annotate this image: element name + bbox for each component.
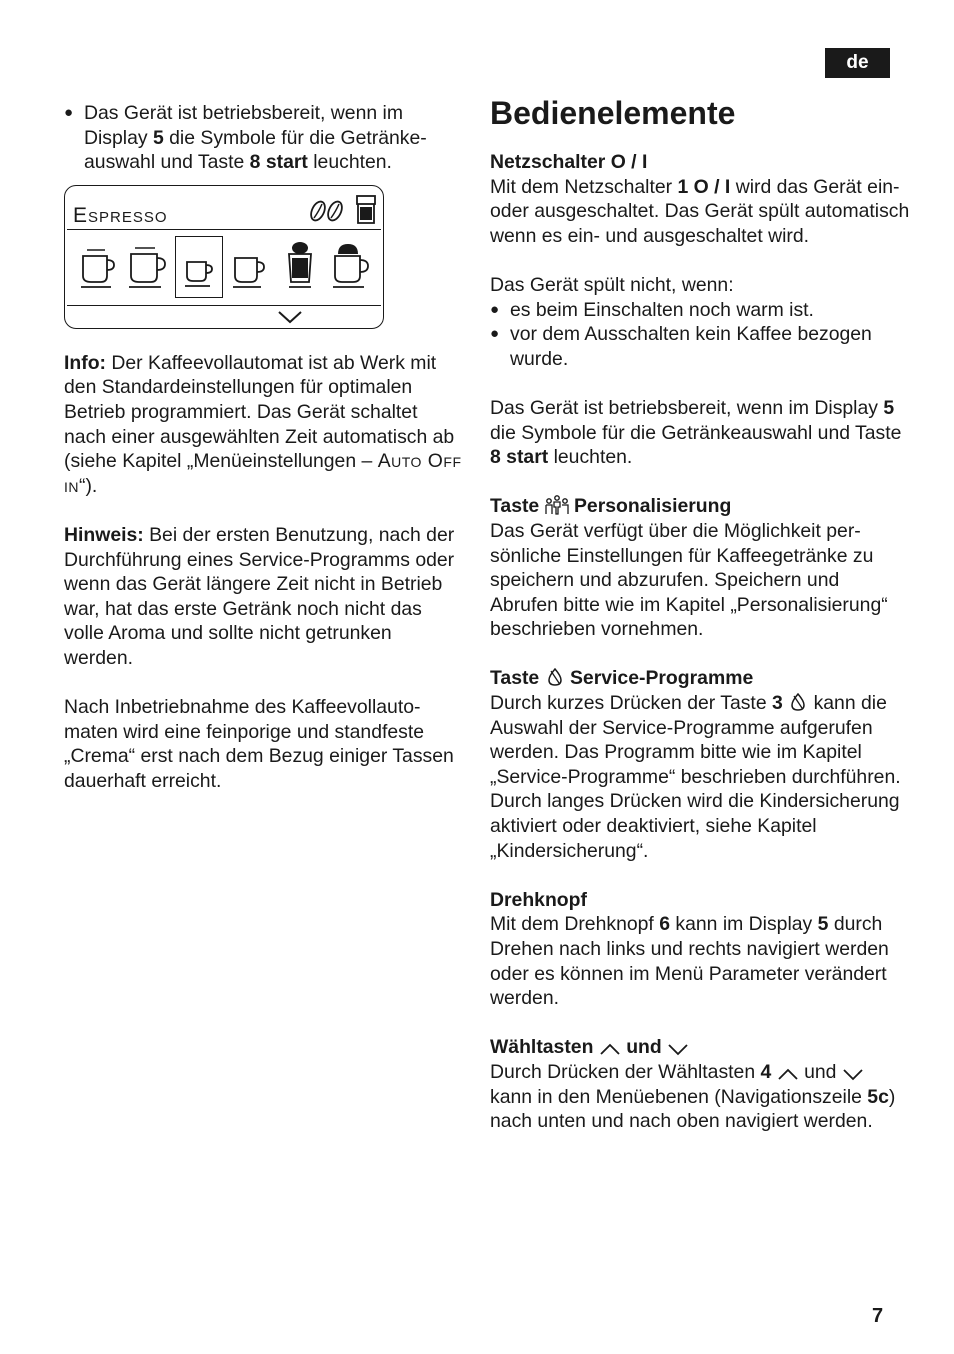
spuelt-nicht-intro: Das Gerät spült nicht, wenn:: [490, 273, 734, 296]
left-column: [64, 101, 464, 818]
drehknopf-text-part: kann im Display: [670, 913, 818, 936]
display-illustration: [64, 185, 384, 329]
service-section: [490, 666, 910, 863]
drehknopf-ref: 6: [659, 913, 670, 936]
cup-icon: [183, 256, 217, 290]
service-text: [490, 691, 910, 789]
service-heading: [490, 666, 910, 691]
betriebsbereit-paragraph: [490, 396, 910, 470]
page-title: Bedienelemente: [490, 95, 736, 131]
netzschalter-heading: Netzschalter O / I: [490, 151, 648, 173]
info-text: “).: [79, 474, 98, 497]
cup-icon: [231, 252, 269, 290]
drehknopf-text-part: durch Drehen nach links und rechts navigiert werden oder es können im Menü Parameter verändert werden.: [490, 913, 889, 1010]
hinweis-label: Hinweis:: [64, 523, 144, 546]
bean-icon: [309, 198, 349, 224]
spuelt-nicht-section: [490, 273, 910, 371]
chevron-up-icon: [599, 1042, 621, 1056]
personalisierung-text: Das Gerät verfügt über die Möglichkeit persönliche Einstellungen für Kaffeegetränke zu speichern und abzurufen. Speichern und Abrufen bitte wie im Kapitel „Personalisierung“ beschrieben vornehmen.: [490, 519, 888, 641]
heading-text: und: [620, 1036, 668, 1059]
display-divider: [67, 229, 381, 230]
info-paragraph: [64, 351, 464, 499]
milk-foam-cup-icon: [331, 240, 373, 290]
heading-text: Wähltasten: [490, 1036, 599, 1059]
info-label: Info:: [64, 351, 106, 374]
betriebsbereit-text: die Symbole für die Getränkeauswahl und Taste: [490, 421, 902, 444]
drehknopf-text-part: Mit dem Drehknopf: [490, 913, 660, 936]
waehltasten-text-part: kann in den Menüebenen (Navigationszeile: [490, 1085, 868, 1108]
betriebsbereit-text: leuchten.: [548, 446, 633, 469]
list-item: ● vor dem Ausschalten kein Kaffee bezogen wurde.: [490, 322, 910, 371]
waehltasten-heading: [490, 1035, 910, 1060]
intro-text: die Symbole für die Getränkeauswahl und Taste: [84, 126, 427, 174]
service-text-part: kann die Auswahl der Service-Programme aufgerufen werden. Das Programm bitte wie im Kapitel „Service-Programme“ beschrieben durchführen.: [490, 692, 901, 788]
drehknopf-text: [490, 912, 910, 1010]
waehltasten-text-part: Durch Drücken der Wähltasten: [490, 1060, 761, 1083]
chevron-up-icon: [777, 1067, 799, 1081]
right-column: [490, 94, 910, 1158]
intro-bold-ref: 8 start: [249, 151, 308, 174]
waehltasten-text: [490, 1060, 910, 1134]
heading-text: Taste: [490, 667, 545, 690]
waehltasten-ref: 5c: [867, 1085, 889, 1108]
netzschalter-text-part: wird das Gerät ein- oder ausgeschaltet. Das Gerät spült automatisch wenn es ein- und ausgeschaltet wird.: [490, 175, 910, 247]
betriebsbereit-text: Das Gerät ist betriebsbereit, wenn im Display: [490, 396, 884, 419]
betriebsbereit-ref: 5: [883, 396, 895, 419]
intro-bullet-item: [64, 101, 464, 175]
waehltasten-text-part: ) nach unten und nach oben navigiert werden.: [490, 1085, 896, 1133]
hinweis-paragraph: [64, 523, 464, 671]
heading-text: Service-Programme: [564, 667, 754, 690]
info-text: Der Kaffeevollautomat ist ab Werk mit den Standardeinstellungen für optimalen Betrieb programmiert. Das Gerät schaltet nach einer ausgewählten Zeit automatisch ab (siehe Kapitel „Menüeinstellungen –: [64, 351, 455, 473]
spuelt-nicht-list: [490, 298, 910, 372]
drehknopf-section: [490, 888, 910, 1011]
display-divider: [67, 305, 381, 306]
display-title: Espresso: [73, 203, 168, 227]
intro-text: leuchten.: [307, 151, 392, 174]
cup-icon: [127, 242, 171, 290]
service-drop-icon: [788, 692, 808, 712]
intro-bullet-list: [64, 101, 464, 175]
hinweis-text: Bei der ersten Benutzung, nach der Durchführung eines Service-Programms oder wenn das Gerät längere Zeit nicht in Betrieb war, hat das erste Getränk noch nicht das volle Aroma und sollte nicht getrunken werden.: [64, 523, 455, 669]
personalisierung-heading: [490, 494, 910, 519]
netzschalter-section: [490, 150, 910, 248]
personalization-icon: [545, 495, 569, 515]
info-menu-name: Auto Off in: [64, 450, 462, 497]
drehknopf-ref: 5: [817, 913, 829, 936]
intro-bold-ref: 5: [152, 126, 164, 149]
page-number: 7: [872, 1305, 884, 1327]
chevron-down-icon: [667, 1042, 689, 1056]
netzschalter-text: [490, 175, 910, 249]
betriebsbereit-ref: 8 start: [490, 446, 549, 469]
service-text-kindersicherung: Durch langes Drücken wird die Kindersicherung aktiviert oder deaktiviert, siehe Kapitel „Kindersicherung“.: [490, 790, 900, 862]
heading-text: Taste: [490, 495, 545, 518]
heading-text: Personalisierung: [568, 495, 732, 518]
waehltasten-text-part: und: [798, 1060, 842, 1083]
waehltasten-section: [490, 1035, 910, 1133]
intro-text: Das Gerät ist betriebsbereit, wenn im Display: [84, 102, 403, 149]
chevron-down-icon: [842, 1067, 864, 1081]
service-ref: 3: [772, 692, 783, 715]
milk-drink-icon: [285, 238, 315, 290]
drehknopf-heading: Drehknopf: [490, 888, 587, 911]
netzschalter-ref: 1 O / I: [677, 175, 731, 198]
service-text-part: Durch kurzes Drücken der Taste: [490, 692, 772, 715]
list-item: ● es beim Einschalten noch warm ist.: [490, 298, 910, 323]
language-badge: de: [825, 48, 890, 78]
netzschalter-text-part: Mit dem Netzschalter: [490, 175, 678, 198]
crema-paragraph: Nach Inbetriebnahme des Kaffeevollautomaten wird eine feinporige und standfeste „Crema“ erst nach dem Bezug einiger Tassen dauerhaft erreicht.: [64, 696, 454, 792]
cup-icon: [79, 246, 119, 290]
chevron-down-icon: [277, 310, 303, 324]
personalisierung-section: [490, 494, 910, 642]
service-drop-icon: [545, 667, 565, 687]
water-tank-icon: [355, 194, 377, 226]
waehltasten-ref: 4: [760, 1060, 772, 1083]
